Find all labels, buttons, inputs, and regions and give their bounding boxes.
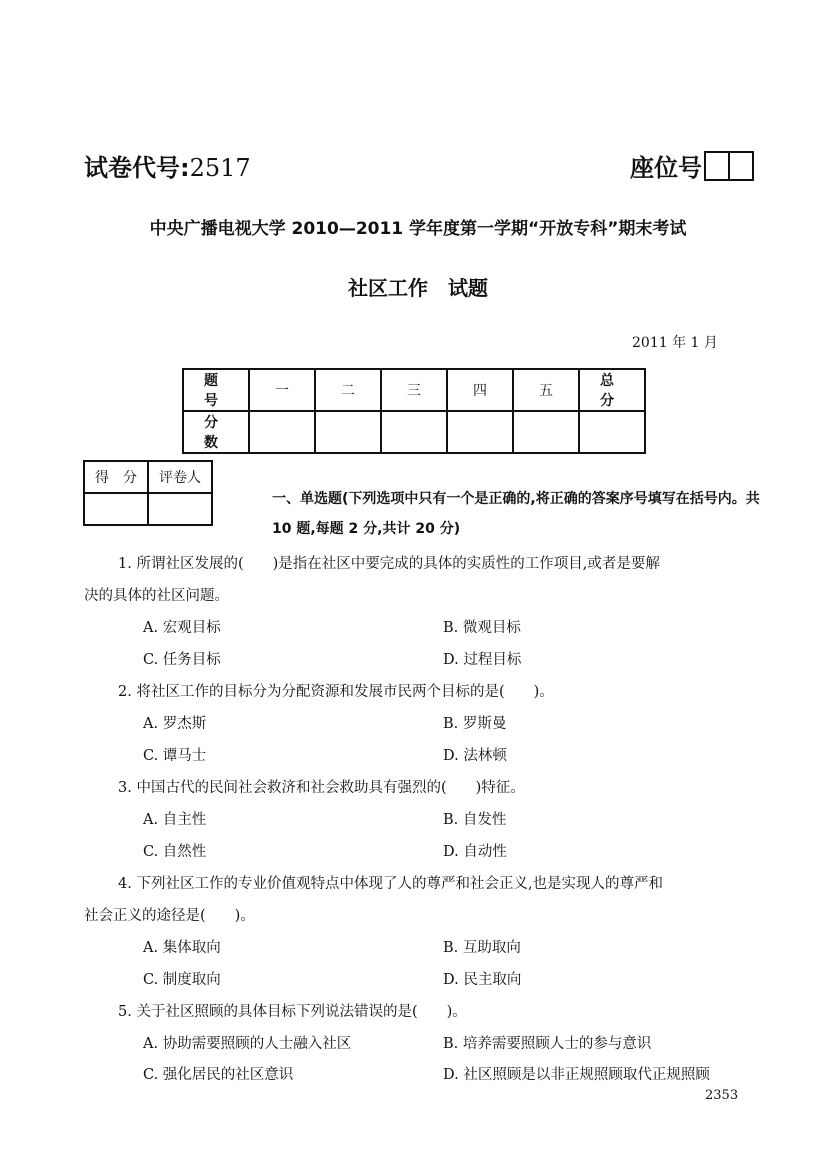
question-5-option-b[interactable]: B. 培养需要照顾人士的参与意识 xyxy=(443,1036,652,1052)
question-1-stem: 1. 所谓社区发展的( )是指在社区中要完成的具体的实质性的工作项目,或者是要解 xyxy=(118,556,660,572)
question-2-option-a[interactable]: A. 罗杰斯 xyxy=(143,716,207,732)
question-5-option-d[interactable]: D. 社区照顾是以非正规照顾取代正规照顾 xyxy=(443,1067,710,1083)
question-3-option-d[interactable]: D. 自动性 xyxy=(443,844,507,860)
question-4-option-c[interactable]: C. 制度取向 xyxy=(143,972,221,988)
seat-box-2[interactable] xyxy=(730,151,754,181)
question-5-stem: 5. 关于社区照顾的具体目标下列说法错误的是( )。 xyxy=(118,1004,467,1020)
score-entry-cell[interactable] xyxy=(447,411,513,453)
score-cell: 总 分 xyxy=(579,369,645,411)
question-2-option-c[interactable]: C. 谭马士 xyxy=(143,748,207,764)
subject-title: 社区工作 试题 xyxy=(348,276,488,300)
question-4-option-d[interactable]: D. 民主取向 xyxy=(443,972,522,988)
score-cell: 三 xyxy=(381,369,447,411)
grader-table xyxy=(83,460,213,526)
question-2-stem: 2. 将社区工作的目标分为分配资源和发展市民两个目标的是( )。 xyxy=(118,684,554,700)
question-5-option-c[interactable]: C. 强化居民的社区意识 xyxy=(143,1067,294,1083)
question-1-option-c[interactable]: C. 任务目标 xyxy=(143,652,221,668)
score-entry-cell[interactable] xyxy=(381,411,447,453)
question-3-stem: 3. 中国古代的民间社会救济和社会救助具有强烈的( )特征。 xyxy=(118,780,525,796)
question-2-option-b[interactable]: B. 罗斯曼 xyxy=(443,716,507,732)
question-3-option-b[interactable]: B. 自发性 xyxy=(443,812,507,828)
grader-header-score: 得 分 xyxy=(84,461,148,493)
score-cell: 二 xyxy=(315,369,381,411)
score-cell: 五 xyxy=(513,369,579,411)
question-1-option-d[interactable]: D. 过程目标 xyxy=(443,652,522,668)
question-3-option-c[interactable]: C. 自然性 xyxy=(143,844,207,860)
question-5-option-a[interactable]: A. 协助需要照顾的人士融入社区 xyxy=(143,1036,352,1052)
score-cell: 四 xyxy=(447,369,513,411)
grader-header-grader: 评卷人 xyxy=(148,461,212,493)
paper-code-label: 试卷代号: xyxy=(84,154,190,182)
score-entry-cell[interactable] xyxy=(315,411,381,453)
question-4-option-b[interactable]: B. 互助取向 xyxy=(443,940,521,956)
page-number: 2353 xyxy=(705,1088,739,1103)
grader-name-cell[interactable] xyxy=(148,493,212,525)
seat-number xyxy=(630,148,754,183)
score-table-header-row xyxy=(183,369,645,411)
exam-title: 中央广播电视大学 2010—2011 学年度第一学期“开放专科”期末考试 xyxy=(149,219,687,239)
question-4-stem: 4. 下列社区工作的专业价值观特点中体现了人的尊严和社会正义,也是实现人的尊严和 xyxy=(118,876,664,892)
question-1-stem-cont: 决的具体的社区问题。 xyxy=(84,588,229,604)
score-entry-cell[interactable] xyxy=(579,411,645,453)
question-3-option-a[interactable]: A. 自主性 xyxy=(143,812,207,828)
exam-date: 2011 年 1 月 xyxy=(632,335,718,351)
section-one-title: 一、单选题(下列选项中只有一个是正确的,将正确的答案序号填写在括号内。共 10 题,每题 2 分,共计 20 分) xyxy=(272,491,760,537)
grader-score-cell[interactable] xyxy=(84,493,148,525)
seat-boxes[interactable] xyxy=(704,151,754,181)
question-1-option-a[interactable]: A. 宏观目标 xyxy=(143,620,221,636)
paper-code-value: 2517 xyxy=(189,154,251,182)
seat-box-1[interactable] xyxy=(704,151,730,181)
score-table xyxy=(182,368,646,454)
score-table-score-row xyxy=(183,411,645,453)
question-4-stem-cont: 社会正义的途径是( )。 xyxy=(84,908,255,924)
seat-label: 座位号 xyxy=(630,154,702,182)
question-1-option-b[interactable]: B. 微观目标 xyxy=(443,620,521,636)
score-entry-cell[interactable] xyxy=(249,411,315,453)
question-4-option-a[interactable]: A. 集体取向 xyxy=(143,940,221,956)
question-2-option-d[interactable]: D. 法林顿 xyxy=(443,748,507,764)
score-cell: 题 号 xyxy=(183,369,249,411)
paper-code xyxy=(84,148,251,183)
score-entry-cell[interactable] xyxy=(513,411,579,453)
score-cell: 分 数 xyxy=(183,411,249,453)
score-cell: 一 xyxy=(249,369,315,411)
